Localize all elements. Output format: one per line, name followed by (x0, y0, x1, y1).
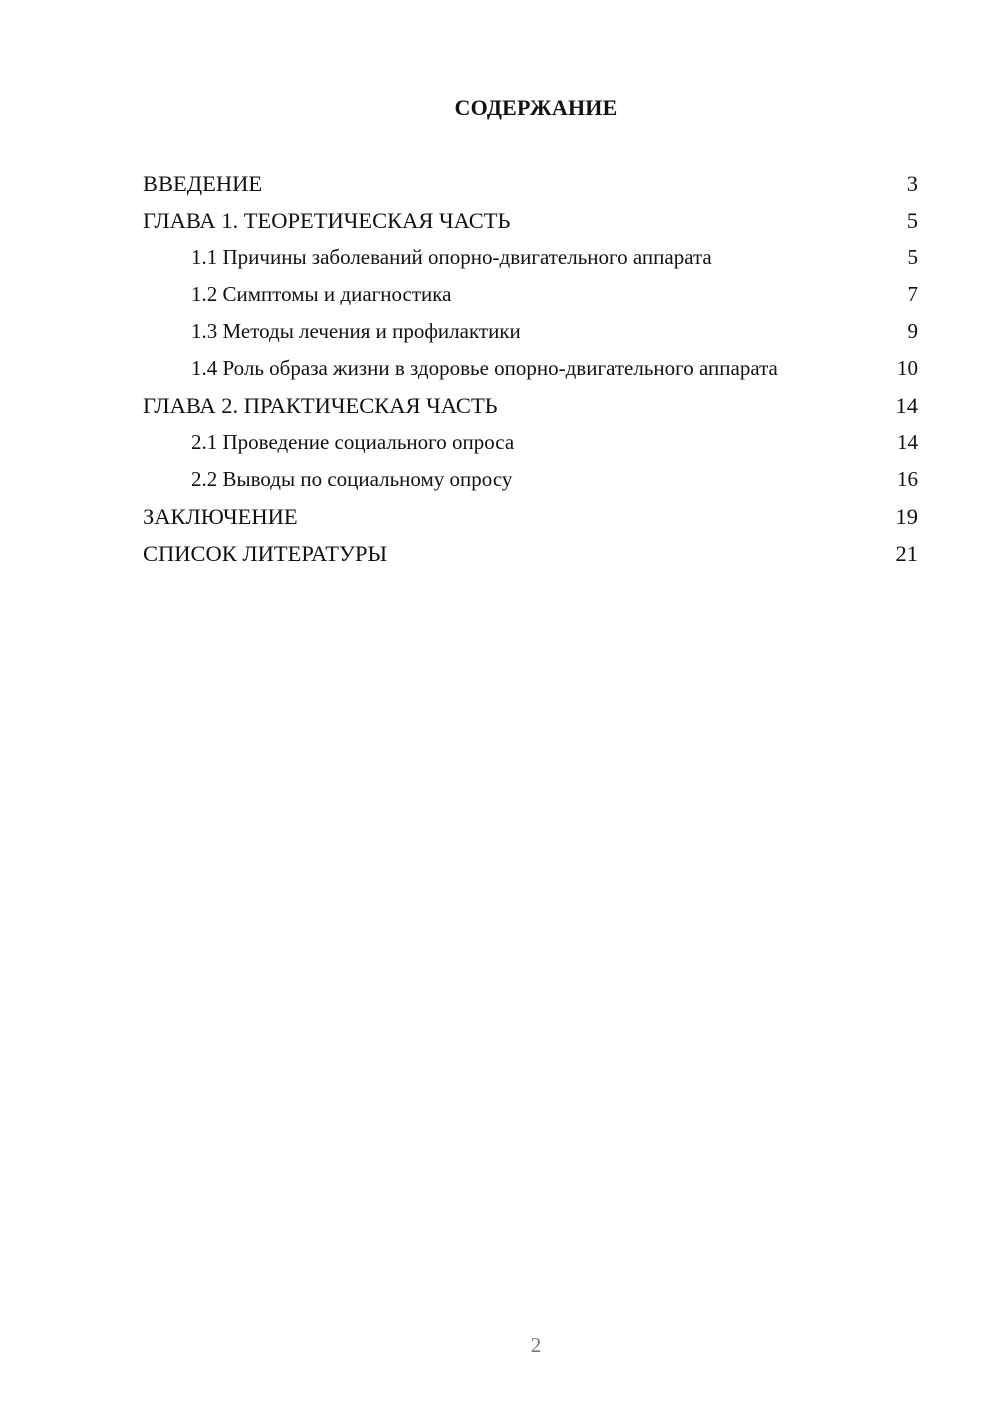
toc-entry-section-2-1 (143, 429, 918, 456)
toc-entry-label: 1.2 Симптомы и диагностика (191, 282, 452, 306)
toc-entry-chapter-2 (143, 392, 918, 419)
toc-entry-section-1-1 (143, 244, 918, 271)
toc-entry-page: 7 (907, 282, 918, 306)
toc-entry-section-1-3 (143, 318, 918, 345)
toc-entry-chapter-1 (143, 207, 918, 234)
toc-entry-label: ГЛАВА 1. ТЕОРЕТИЧЕСКАЯ ЧАСТЬ (143, 208, 511, 233)
page-number: 2 (530, 1333, 542, 1357)
toc-entry-references (143, 540, 918, 567)
toc-entry-label: 1.1 Причины заболеваний опорно-двигательного аппарата (191, 245, 712, 269)
toc-entry-page: 21 (895, 541, 918, 566)
toc-entry-page: 16 (897, 467, 918, 491)
toc-entry-page: 10 (897, 356, 918, 380)
toc-entry-introduction (143, 170, 918, 197)
table-of-contents (143, 170, 918, 577)
toc-entry-page: 19 (895, 504, 918, 529)
toc-entry-label: ВВЕДЕНИЕ (143, 171, 263, 196)
toc-entry-page: 5 (907, 245, 918, 269)
toc-entry-section-1-4 (143, 355, 918, 382)
toc-entry-section-1-2 (143, 281, 918, 308)
toc-entry-page: 14 (897, 430, 918, 454)
toc-entry-label: 2.2 Выводы по социальному опросу (191, 467, 513, 491)
toc-entry-label: СПИСОК ЛИТЕРАТУРЫ (143, 541, 388, 566)
toc-entry-label: ЗАКЛЮЧЕНИЕ (143, 504, 298, 529)
toc-entry-page: 3 (906, 171, 918, 196)
toc-entry-section-2-2 (143, 466, 918, 493)
toc-title: СОДЕРЖАНИЕ (454, 95, 618, 120)
toc-entry-page: 5 (906, 208, 918, 233)
toc-entry-label: 2.1 Проведение социального опроса (191, 430, 515, 454)
toc-entry-conclusion (143, 503, 918, 530)
toc-entry-page: 9 (907, 319, 918, 343)
toc-entry-label: ГЛАВА 2. ПРАКТИЧЕСКАЯ ЧАСТЬ (143, 393, 498, 418)
toc-entry-label: 1.4 Роль образа жизни в здоровье опорно-двигательного аппарата (191, 356, 778, 380)
toc-entry-page: 14 (895, 393, 918, 418)
toc-entry-label: 1.3 Методы лечения и профилактики (191, 319, 521, 343)
